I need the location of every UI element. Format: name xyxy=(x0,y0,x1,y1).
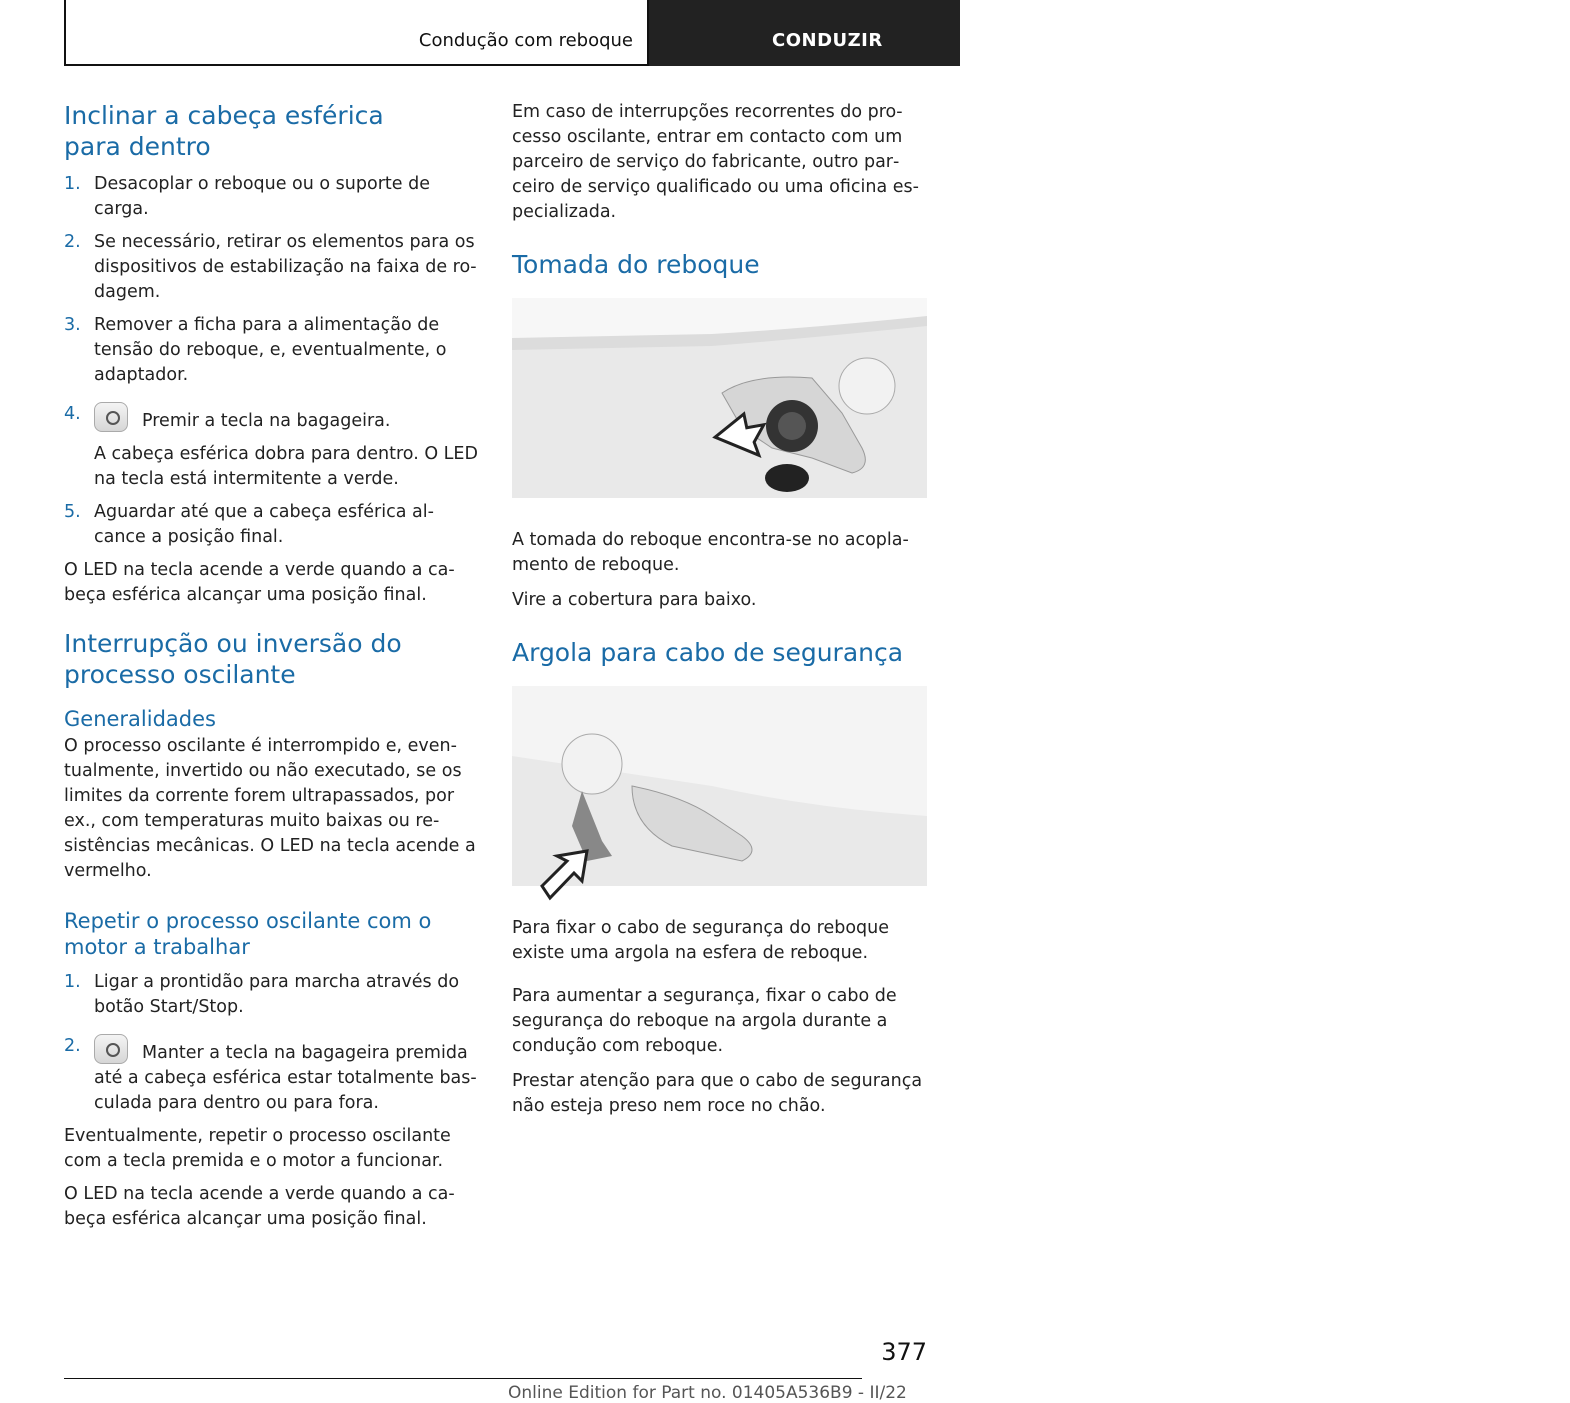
header-chapter-title[interactable]: CONDUZIR xyxy=(772,30,883,51)
step-number: 1. xyxy=(64,174,81,194)
step-text: Premir a tecla na bagageira. xyxy=(142,411,391,431)
heading-tilt-in: Inclinar a cabeça esférica para dentro xyxy=(64,101,384,161)
paragraph-cover: Vire a cobertura para baixo. xyxy=(512,590,757,610)
eye-illustration xyxy=(512,686,927,886)
step-note: A cabeça esférica dobra para dentro. O LED na tecla está intermitente a verde. xyxy=(94,444,478,489)
paragraph-general: O processo oscilante é interrompido e, even‐tualmente, invertido ou não executado, se os limites da corrente forem ultrapassados, por ex., com temperaturas muito baixas ou re‐sistências mecânicas. O LED na tecla acende a vermelho. xyxy=(64,736,476,881)
heading-interruption: Interrupção ou inversão do processo oscilante xyxy=(64,629,402,689)
tailgate-button-icon xyxy=(94,402,128,432)
right-column xyxy=(512,100,927,1119)
step-item xyxy=(64,500,479,550)
info-icon[interactable]: i xyxy=(1542,28,1570,56)
header-chapter-box xyxy=(649,0,1560,66)
heading-repeat: Repetir o processo oscilante com o motor a trabalhar xyxy=(64,909,432,959)
paragraph-contact: Em caso de interrupções recorrentes do pro‐cesso oscilante, entrar em contacto com um parceiro de serviço do fabricante, outro par‐ceiro de serviço qualificado ou uma oficina es‐pecializada. xyxy=(512,102,919,222)
step-number: 4. xyxy=(64,404,81,424)
header-section-box xyxy=(64,0,649,66)
step-text: Ligar a prontidão para marcha através do botão Start/Stop. xyxy=(94,972,460,1017)
step-item xyxy=(64,970,479,1020)
step-item xyxy=(64,172,479,222)
step-item xyxy=(64,1034,479,1116)
step-item xyxy=(64,313,479,388)
heading-eye: Argola para cabo de segurança xyxy=(512,638,904,667)
paragraph-led-green-2: O LED na tecla acende a verde quando a ca‐beça esférica alcançar uma posição final. xyxy=(64,1184,455,1229)
footer-divider xyxy=(64,1378,862,1379)
heading-socket: Tomada do reboque xyxy=(512,250,760,279)
step-number: 2. xyxy=(64,232,81,252)
paragraph-eye-1: Para fixar o cabo de segurança do reboque existe uma argola na esfera de reboque. xyxy=(512,918,890,963)
socket-illustration xyxy=(512,298,927,498)
paragraph-eventual: Eventualmente, repetir o processo oscilante com a tecla premida e o motor a funcionar. xyxy=(64,1126,451,1171)
tailgate-button-icon xyxy=(94,1034,128,1064)
steps-repeat xyxy=(64,970,479,1116)
paragraph-socket-location: A tomada do reboque encontra-se no acopla‐mento de reboque. xyxy=(512,530,909,575)
step-number: 2. xyxy=(64,1036,81,1056)
eye-photo xyxy=(512,686,927,886)
step-number: 3. xyxy=(64,315,81,335)
left-column xyxy=(64,100,479,1232)
paragraph-eye-3: Prestar atenção para que o cabo de segurança não esteja preso nem roce no chão. xyxy=(512,1071,923,1116)
step-item xyxy=(64,230,479,305)
step-number: 5. xyxy=(64,502,81,522)
step-text: Desacoplar o reboque ou o suporte de carga. xyxy=(94,174,430,219)
step-text: Aguardar até que a cabeça esférica al‐cance a posição final. xyxy=(94,502,434,547)
step-text: Se necessário, retirar os elementos para os dispositivos de estabilização na faixa de ro‐dagem. xyxy=(94,232,477,302)
heading-general: Generalidades xyxy=(64,707,216,731)
step-number: 1. xyxy=(64,972,81,992)
step-item xyxy=(64,402,479,492)
header-section-title: Condução com reboque xyxy=(418,30,633,51)
step-text: Manter a tecla na bagageira premida até a cabeça esférica estar totalmente bas‐culada para dentro ou para fora. xyxy=(94,1043,477,1113)
paragraph-led-green: O LED na tecla acende a verde quando a ca‐beça esférica alcançar uma posição final. xyxy=(64,560,455,605)
steps-tilt-in xyxy=(64,172,479,550)
step-text: Remover a ficha para a alimentação de tensão do reboque, e, eventualmente, o adaptador. xyxy=(94,315,447,385)
page-number: 377 xyxy=(881,1338,927,1366)
socket-photo xyxy=(512,298,927,498)
paragraph-eye-2: Para aumentar a segurança, fixar o cabo de segurança do reboque na argola durante a condução com reboque. xyxy=(512,986,897,1056)
footer-edition: Online Edition for Part no. 01405A536B9 - II/22 xyxy=(508,1383,907,1403)
